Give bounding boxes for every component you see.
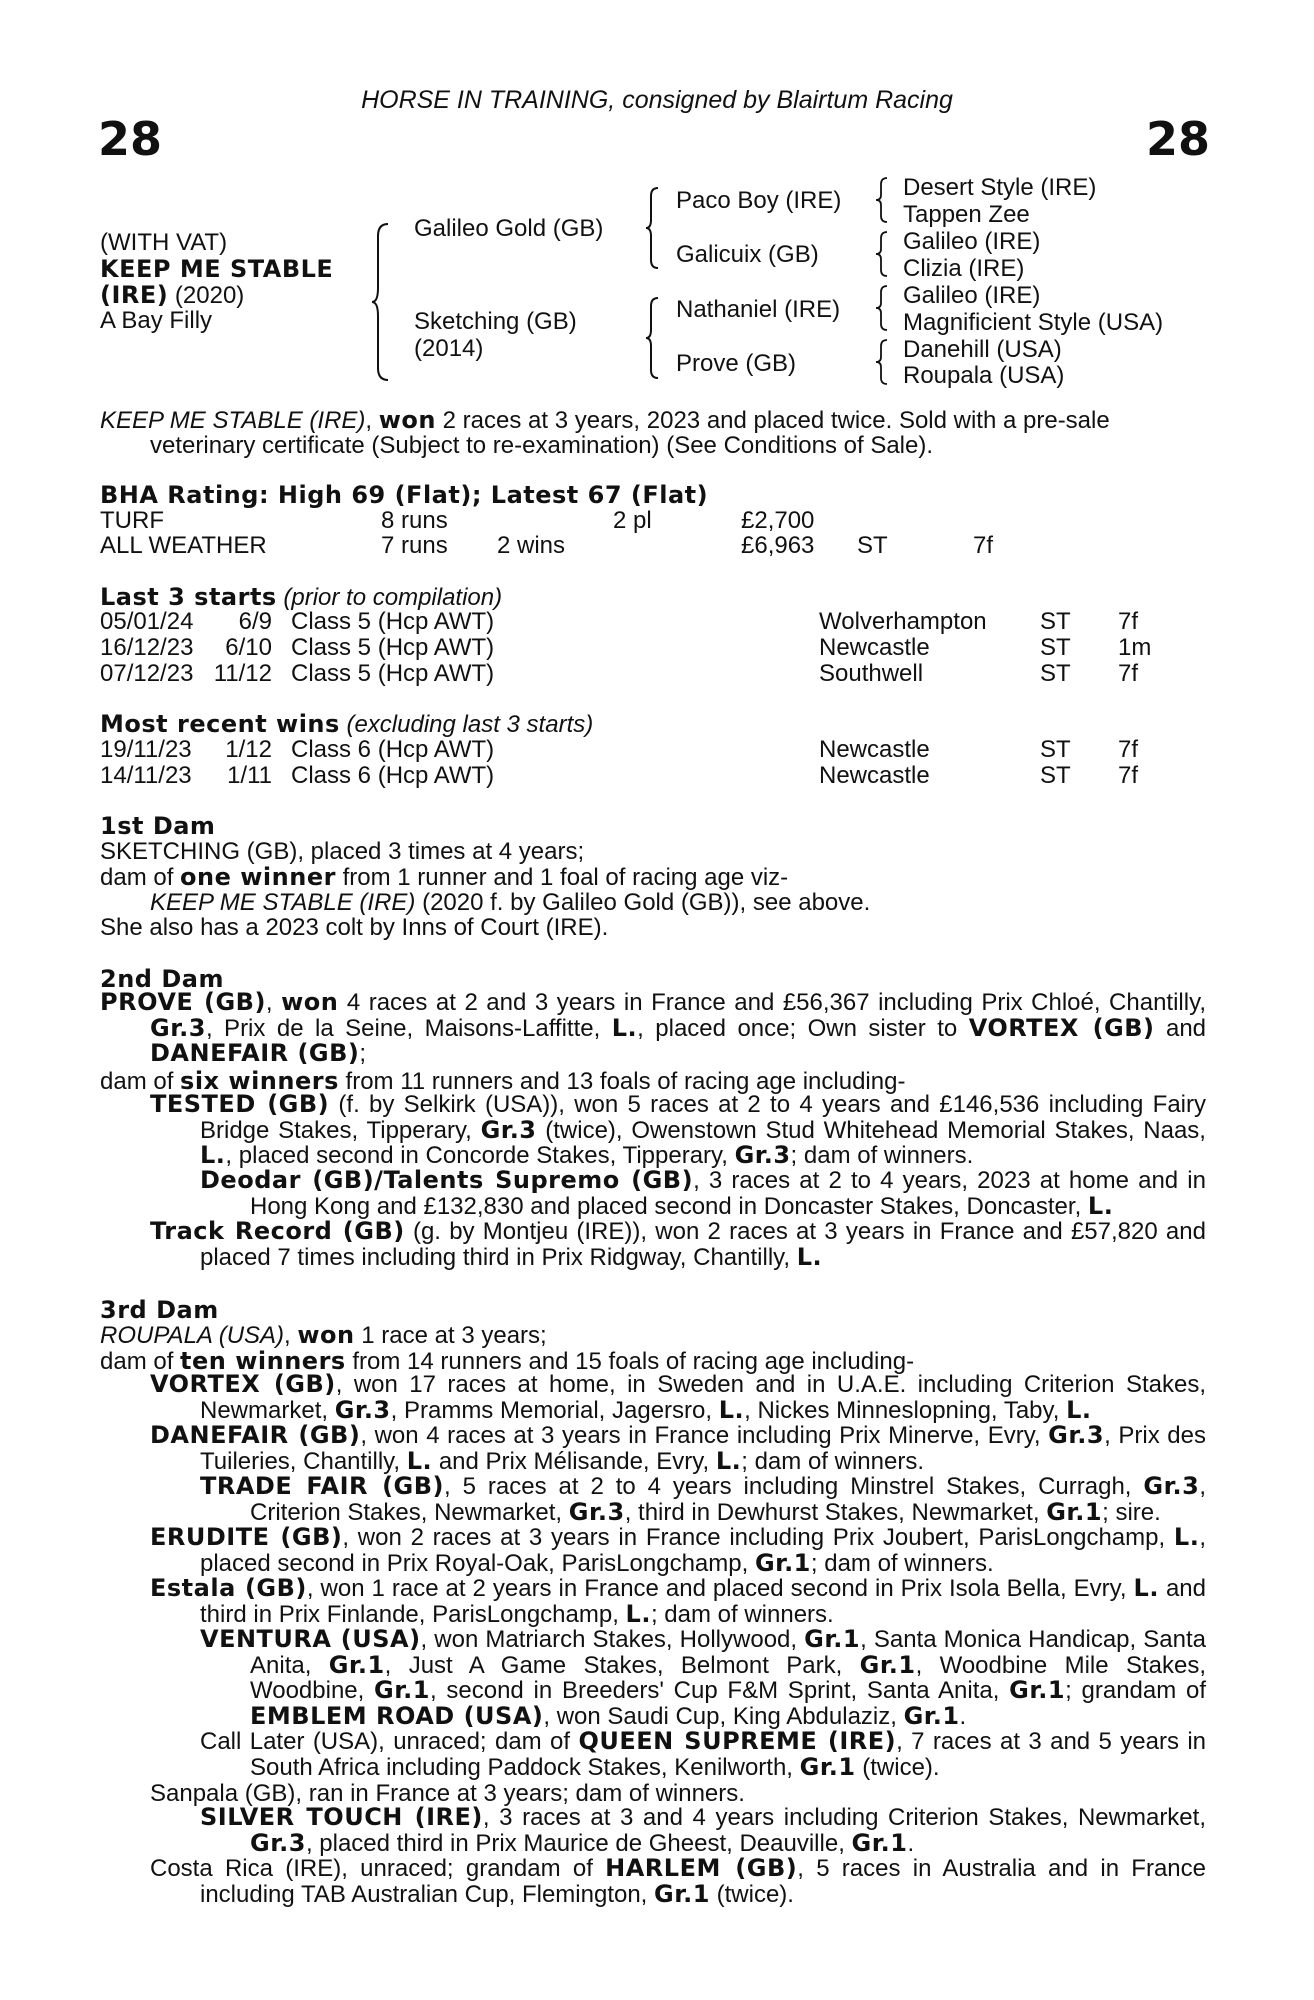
estala-text: , won 1 race at 2 years in France and placed second in Prix Isola Bella, Evry, <box>306 1575 1134 1602</box>
dam-name: Sketching (GB) <box>414 308 577 335</box>
summary-line-2: veterinary certificate (Subject to re-examination) (See Conditions of Sale). <box>150 432 934 459</box>
recent-wins-title: Most recent wins <box>100 710 340 738</box>
summary-won: won <box>378 406 436 434</box>
vortex-text: , Pramms Memorial, Jagersro, <box>390 1396 719 1424</box>
tradefair-text: , Criterion Stakes, Newmarket, <box>250 1473 1207 1526</box>
vortex-name: VORTEX (GB) <box>150 1370 336 1398</box>
race-date: 19/11/23 <box>100 736 192 763</box>
dam1-winners: one winner <box>180 863 336 891</box>
dam1-damof: dam of <box>100 864 181 891</box>
costa-rica-text: (twice). <box>709 1880 794 1908</box>
rating-heading: BHA Rating: High 69 (Flat); Latest 67 (Flat) <box>100 481 709 509</box>
great-grandsire-7: Danehill (USA) <box>903 336 1062 363</box>
brace-sire-parents <box>645 186 661 270</box>
last3-note: (prior to compilation) <box>276 584 503 611</box>
dam2-damof-c: from 11 runners and 13 foals of racing age including- <box>338 1068 906 1095</box>
danefair-text: , Prix des Tuileries, Chantilly, <box>200 1422 1206 1475</box>
dam3-call-later <box>200 1729 1206 1780</box>
grade-label: L. <box>406 1446 433 1475</box>
page-header: HORSE IN TRAINING, consigned by Blairtum Racing <box>361 86 953 114</box>
dam3-vortex <box>150 1372 1206 1423</box>
grade-label: Gr.1 <box>654 1879 710 1908</box>
last3-title: Last 3 starts <box>100 583 277 611</box>
track-record-text: (g. by Montjeu (IRE)), won 2 races at 3 years in France and £57,820 and placed 7 times including third in Prix Ridgway, Chantilly, <box>200 1218 1206 1271</box>
summary-horse-name: KEEP ME STABLE (IRE) <box>100 407 366 434</box>
great-grandsire-4: Clizia (IRE) <box>903 255 1025 282</box>
race-distance: 7f <box>1118 736 1139 763</box>
vortex-name: VORTEX (GB) <box>968 1013 1155 1042</box>
costa-rica-text: , 5 races in Australia and in France including TAB Australian Cup, Flemington, <box>200 1855 1207 1908</box>
race-class: Class 5 (Hcp AWT) <box>291 634 495 661</box>
call-later-text: Call Later (USA), unraced; dam of <box>200 1728 579 1755</box>
erudite-text: , won 2 races at 3 years in France including Prix Joubert, ParisLongchamp, <box>342 1524 1174 1551</box>
tradefair-text: ; sire. <box>1102 1498 1161 1526</box>
brace-ggs-3 <box>875 284 889 332</box>
prove-text: , Prix de la Seine, Maisons-Laffitte, <box>205 1014 612 1042</box>
rating-runs: 7 runs <box>381 532 448 559</box>
dam2-prove <box>100 990 1206 1067</box>
rating-distance: 7f <box>973 532 994 559</box>
race-course: Newcastle <box>819 762 930 789</box>
costa-rica-text: Costa Rica (IRE), unraced; grandam of <box>150 1855 606 1882</box>
dam2-heading: 2nd Dam <box>100 965 224 993</box>
race-date: 16/12/23 <box>100 634 194 661</box>
race-distance: 7f <box>1118 660 1139 687</box>
rating-surface: TURF <box>100 507 164 534</box>
grade-label: L. <box>611 1013 638 1042</box>
dam2-damof-winners: six winners <box>180 1067 339 1095</box>
dam1-line-1: SKETCHING (GB), placed 3 times at 4 years; <box>100 838 585 865</box>
harlem-name: HARLEM (GB) <box>605 1854 798 1882</box>
silver-touch-text: , 3 races at 3 and 4 years including Criterion Stakes, Newmarket, <box>482 1804 1206 1831</box>
brace-ggs-2 <box>875 230 889 278</box>
race-going: ST <box>1040 736 1071 763</box>
race-date: 05/01/24 <box>100 608 194 635</box>
grade-label: Gr.1 <box>903 1701 960 1730</box>
ventura-text: , won Matriarch Stakes, Hollywood, <box>420 1626 805 1653</box>
grandsire-2: Galicuix (GB) <box>676 241 819 268</box>
horse-description: A Bay Filly <box>100 307 213 334</box>
great-grandsire-3: Galileo (IRE) <box>903 228 1041 255</box>
prove-text: and <box>1154 1014 1207 1042</box>
horse-origin <box>100 281 244 310</box>
ventura-text: ; grandam of <box>1065 1677 1206 1704</box>
ventura-text: , second in Breeders' Cup F&M Sprint, Santa Anita, <box>429 1677 1010 1704</box>
dam3-estala <box>150 1576 1206 1627</box>
dam3-heading: 3rd Dam <box>100 1296 219 1324</box>
race-class: Class 5 (Hcp AWT) <box>291 608 495 635</box>
grade-label: Gr.1 <box>328 1650 385 1679</box>
danefair-text: and Prix Mélisande, Evry, <box>432 1447 716 1475</box>
race-class: Class 6 (Hcp AWT) <box>291 736 495 763</box>
race-position: 1/11 <box>227 762 272 789</box>
lot-number-right: 28 <box>1146 112 1211 166</box>
rating-runs: 8 runs <box>381 507 448 534</box>
erudite-text: , placed second in Prix Royal-Oak, ParisLongchamp, <box>200 1524 1206 1577</box>
silver-touch-text: , placed third in Prix Maurice de Gheest, Deauville, <box>305 1829 852 1857</box>
tradefair-name: TRADE FAIR (GB) <box>200 1472 445 1500</box>
rating-prize: £2,700 <box>741 507 815 534</box>
brace-dam-parents <box>645 296 661 380</box>
horse-origin-year: (2020) <box>168 282 245 309</box>
grade-label: L. <box>200 1141 226 1169</box>
grade-label: Gr.3 <box>334 1395 391 1424</box>
grade-label: L. <box>796 1242 823 1271</box>
rating-wins: 2 wins <box>497 532 566 559</box>
grade-label: Gr.3 <box>250 1828 306 1857</box>
race-going: ST <box>1040 608 1071 635</box>
lot-number-left: 28 <box>98 112 163 166</box>
dam2-track-record <box>150 1219 1206 1270</box>
ventura-text: , Woodbine Mile Stakes, Woodbine, <box>250 1651 1207 1704</box>
horse-name: KEEP ME STABLE <box>100 255 334 283</box>
brace-ggs-4 <box>875 338 889 386</box>
race-going: ST <box>1040 762 1071 789</box>
danefair-name: DANEFAIR (GB) <box>150 1421 361 1449</box>
erudite-name: ERUDITE (GB) <box>150 1523 343 1551</box>
grade-label: L. <box>718 1395 745 1424</box>
grade-label: Gr.1 <box>859 1650 916 1679</box>
race-date: 14/11/23 <box>100 762 192 789</box>
ventura-text: . <box>959 1702 967 1730</box>
ventura-text: , Santa Monica Handicap, Santa Anita, <box>250 1626 1207 1679</box>
race-distance: 1m <box>1118 634 1152 661</box>
dam3-damof-c: from 14 runners and 15 foals of racing age including- <box>345 1348 915 1375</box>
dam1-runners: from 1 runner and 1 foal of racing age viz- <box>335 864 789 891</box>
dam1-line-3 <box>150 889 870 917</box>
grandsire-1: Paco Boy (IRE) <box>676 187 842 214</box>
tradefair-text: , 5 races at 2 to 4 years including Minstrel Stakes, Curragh, <box>444 1473 1144 1500</box>
recent-wins-heading <box>100 710 593 739</box>
silver-touch-name: SILVER TOUCH (IRE) <box>200 1803 483 1831</box>
great-grandsire-5: Galileo (IRE) <box>903 282 1041 309</box>
grade-label: Gr.1 <box>804 1625 861 1653</box>
grade-label: Gr.1 <box>1046 1497 1103 1526</box>
prove-text: , <box>265 989 282 1016</box>
dam3-roupala <box>100 1321 547 1350</box>
sire-name: Galileo Gold (GB) <box>414 215 604 242</box>
grandsire-4: Prove (GB) <box>676 350 797 377</box>
race-course: Southwell <box>819 660 924 687</box>
race-class: Class 5 (Hcp AWT) <box>291 660 495 687</box>
tested-name: TESTED (GB) <box>150 1090 330 1118</box>
dam3-tradefair <box>200 1474 1206 1525</box>
grade-label: Gr.3 <box>150 1013 206 1042</box>
danefair-text: , won 4 races at 3 years in France including Prix Minerve, Evry, <box>360 1422 1049 1449</box>
grade-label: Gr.3 <box>734 1141 791 1169</box>
prove-text: ; <box>359 1040 367 1067</box>
race-course: Wolverhampton <box>819 608 987 635</box>
summary-text: 2 races at 3 years, 2023 and placed twice. Sold with a pre-sale <box>436 407 1110 434</box>
rating-surface: ALL WEATHER <box>100 532 267 559</box>
grade-label: Gr.3 <box>568 1497 625 1526</box>
race-course: Newcastle <box>819 736 930 763</box>
summary-line-1: KEEP ME STABLE (IRE), won 2 races at 3 years, 2023 and placed twice. Sold with a pre-sale <box>100 406 1110 434</box>
deodar-name: Deodar (GB)/Talents Supremo (GB) <box>200 1166 694 1194</box>
rating-going: ST <box>857 532 888 559</box>
track-record-name: Track Record (GB) <box>150 1217 405 1245</box>
grade-label: L. <box>1087 1191 1114 1220</box>
grade-label: Gr.1 <box>1009 1676 1066 1704</box>
dam3-damof-winners: ten winners <box>180 1347 346 1375</box>
dam1-line-2 <box>100 863 788 892</box>
dam3-sanpala: Sanpala (GB), ran in France at 3 years; dam of winners. <box>150 1780 745 1807</box>
tested-text: , placed second in Concorde Stakes, Tipperary, <box>225 1142 735 1169</box>
tested-text: ; dam of winners. <box>790 1142 974 1169</box>
estala-text: ; dam of winners. <box>650 1600 834 1628</box>
ventura-text: , won Saudi Cup, King Abdulaziz, <box>543 1702 904 1730</box>
danefair-name: DANEFAIR (GB) <box>150 1039 360 1067</box>
call-later-text: , 7 races at 3 and 5 years in South Africa including Paddock Stakes, Kenilworth, <box>250 1728 1207 1781</box>
rating-placed: 2 pl <box>613 507 652 534</box>
queen-supreme-name: QUEEN SUPREME (IRE) <box>578 1727 897 1755</box>
dam3-erudite <box>150 1525 1206 1576</box>
call-later-text: (twice). <box>855 1753 940 1781</box>
roupala-text: 1 race at 3 years; <box>354 1322 547 1349</box>
prove-name: PROVE (GB) <box>100 988 266 1016</box>
dam3-danefair <box>150 1423 1206 1474</box>
silver-touch-text: . <box>907 1829 915 1857</box>
grade-label: L. <box>715 1446 742 1475</box>
dam1-heading: 1st Dam <box>100 812 216 840</box>
race-position: 11/12 <box>213 660 272 687</box>
estala-name: Estala (GB) <box>150 1574 307 1602</box>
vortex-text: , Nickes Minneslopning, Taby, <box>744 1396 1067 1424</box>
grade-label: Gr.1 <box>851 1828 908 1857</box>
race-date: 07/12/23 <box>100 660 194 687</box>
race-position: 1/12 <box>225 736 272 763</box>
roupala-name: ROUPALA (USA) <box>100 1322 285 1349</box>
rating-prize: £6,963 <box>741 532 815 559</box>
dam2-damof-a: dam of <box>100 1068 181 1095</box>
dam1-line-4: She also has a 2023 colt by Inns of Court (IRE). <box>100 914 609 941</box>
danefair-text: ; dam of winners. <box>741 1447 924 1475</box>
tested-text: (f. by Selkirk (USA)), won 5 races at 2 to 4 years and £146,536 including Fairy Bridge Stakes, Tipperary, <box>200 1091 1206 1144</box>
dam3-ventura <box>200 1627 1206 1729</box>
tested-text: (twice), Owenstown Stud Whitehead Memorial Stakes, Naas, <box>536 1116 1206 1144</box>
race-position: 6/9 <box>238 608 272 635</box>
erudite-text: ; dam of winners. <box>810 1549 994 1577</box>
vortex-text: , won 17 races at home, in Sweden and in U.A.E. including Criterion Stakes, Newmarket, <box>200 1371 1206 1424</box>
horse-origin-country: (IRE) <box>100 281 169 309</box>
great-grandsire-6: Magnificient Style (USA) <box>903 309 1164 336</box>
race-course: Newcastle <box>819 634 930 661</box>
recent-wins-note: (excluding last 3 starts) <box>339 711 594 738</box>
grade-label: Gr.3 <box>480 1115 537 1144</box>
grade-label: L. <box>625 1599 651 1628</box>
dam2-tested <box>150 1092 1206 1169</box>
roupala-sep: , <box>284 1322 298 1349</box>
dam1-foal-detail: (2020 f. by Galileo Gold (GB)), see above. <box>415 889 871 916</box>
grade-label: L. <box>1173 1523 1200 1551</box>
dam3-silver-touch <box>200 1805 1206 1856</box>
race-class: Class 6 (Hcp AWT) <box>291 762 495 789</box>
grade-label: Gr.1 <box>799 1752 856 1781</box>
emblem-road-name: EMBLEM ROAD (USA) <box>250 1701 544 1730</box>
great-grandsire-2: Tappen Zee <box>903 201 1030 228</box>
grade-label: Gr.1 <box>754 1548 811 1577</box>
estala-text: and third in Prix Finlande, ParisLongchamp, <box>200 1575 1206 1628</box>
grade-label: L. <box>1066 1395 1092 1424</box>
prove-won: won <box>281 988 339 1016</box>
race-going: ST <box>1040 660 1071 687</box>
grade-label: Gr.3 <box>1048 1421 1105 1449</box>
dam3-damof-a: dam of <box>100 1348 181 1375</box>
dam3-costa-rica <box>150 1856 1206 1907</box>
dam-year: (2014) <box>414 335 484 362</box>
dam2-deodar <box>200 1168 1206 1219</box>
great-grandsire-8: Roupala (USA) <box>903 362 1065 389</box>
grade-label: L. <box>1133 1574 1159 1602</box>
roupala-won: won <box>297 1321 355 1349</box>
deodar-text: , 3 races at 2 to 4 years, 2023 at home and in Hong Kong and £132,830 and placed second in Doncaster Stakes, Doncaster, <box>250 1167 1206 1220</box>
race-distance: 7f <box>1118 762 1139 789</box>
prove-text: 4 races at 2 and 3 years in France and £56,367 including Prix Chloé, Chantilly, <box>338 989 1206 1016</box>
tradefair-text: , third in Dewhurst Stakes, Newmarket, <box>624 1498 1047 1526</box>
great-grandsire-1: Desert Style (IRE) <box>903 174 1097 201</box>
race-distance: 7f <box>1118 608 1139 635</box>
brace-sire-dam <box>370 222 392 382</box>
ventura-name: VENTURA (USA) <box>200 1625 421 1653</box>
brace-ggs-1 <box>875 176 889 224</box>
grade-label: Gr.3 <box>1143 1472 1200 1500</box>
race-going: ST <box>1040 634 1071 661</box>
ventura-text: , Just A Game Stakes, Belmont Park, <box>384 1651 860 1679</box>
grade-label: Gr.1 <box>374 1676 430 1704</box>
vat-label: (WITH VAT) <box>100 229 228 256</box>
dam1-foal-name: KEEP ME STABLE (IRE) <box>150 889 416 916</box>
grandsire-3: Nathaniel (IRE) <box>676 296 841 323</box>
race-position: 6/10 <box>225 634 272 661</box>
prove-text: , placed once; Own sister to <box>637 1014 969 1042</box>
